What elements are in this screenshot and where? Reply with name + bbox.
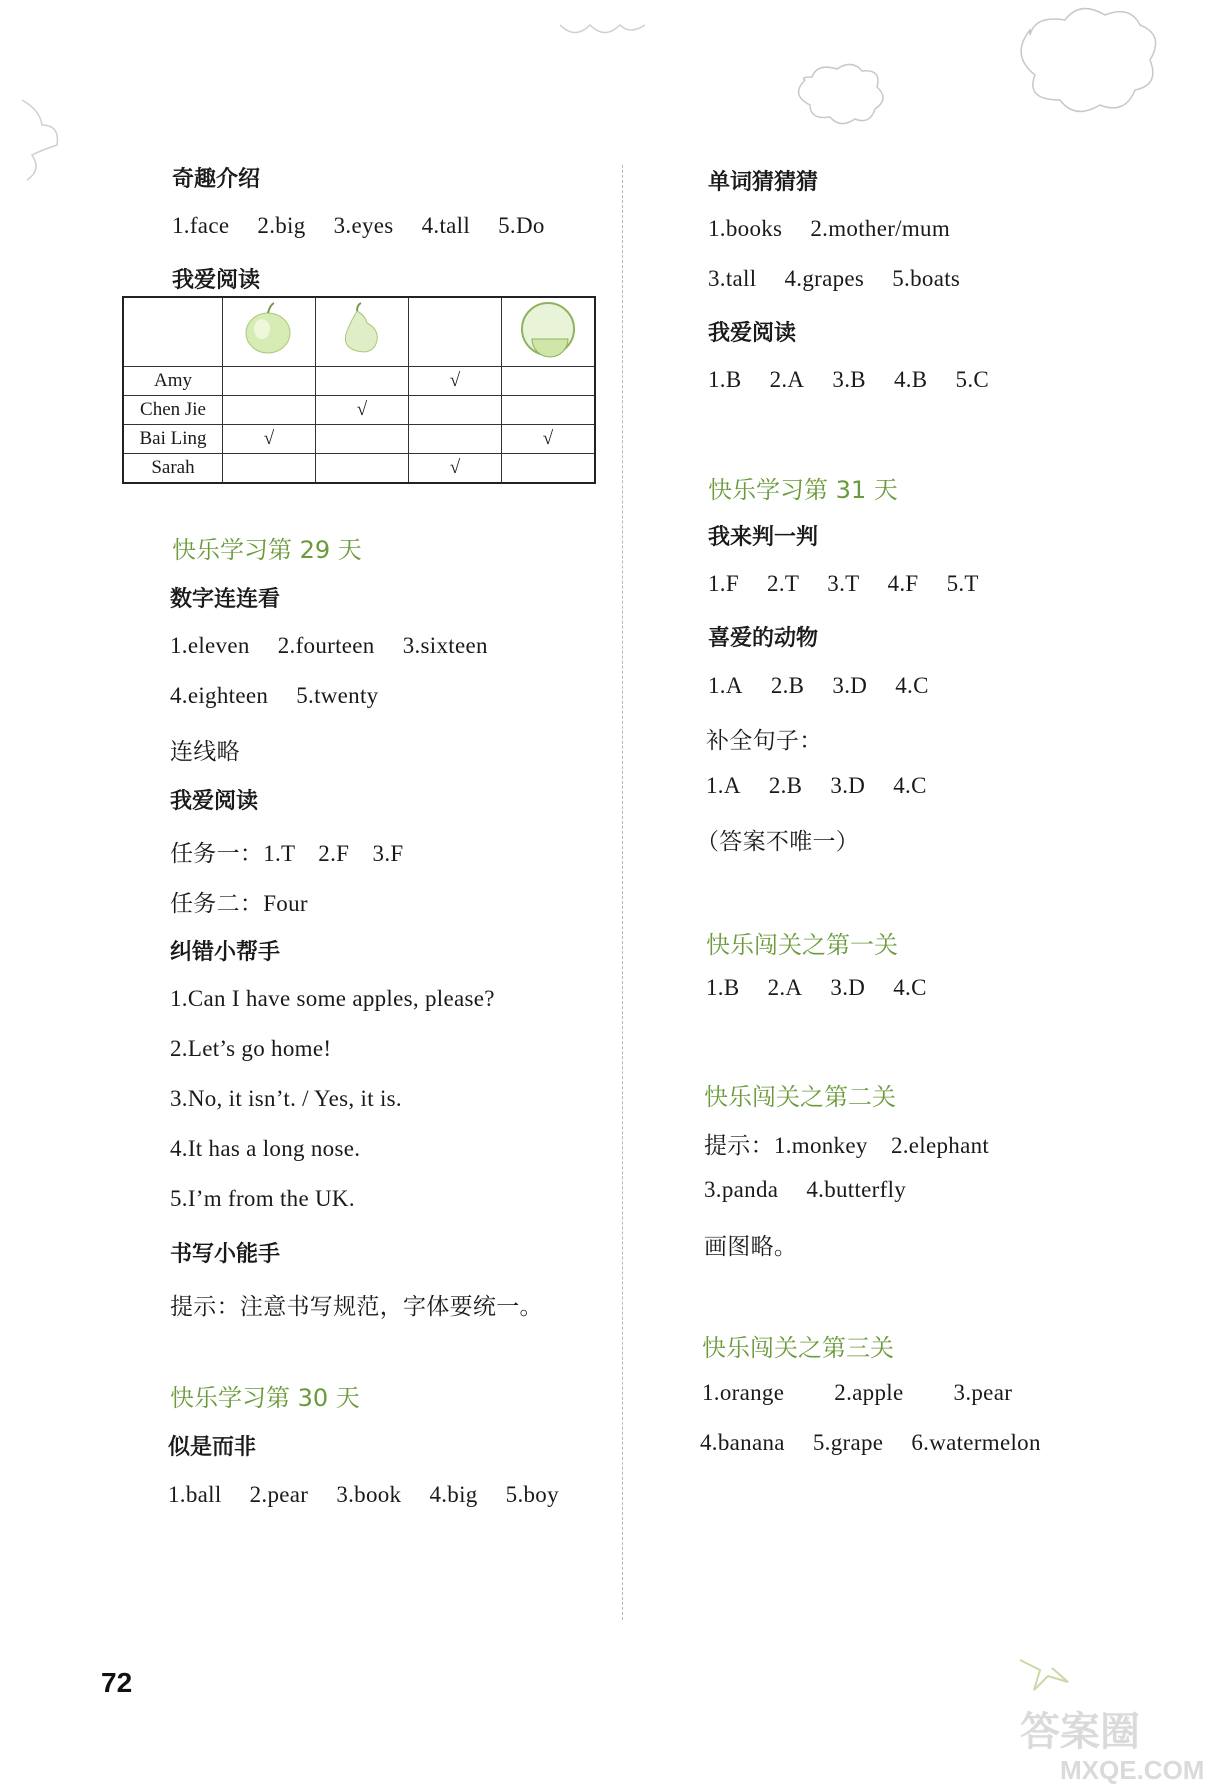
answer-line bbox=[168, 1482, 559, 1508]
answer-line bbox=[170, 683, 378, 709]
table-row: Bai Ling √ √ bbox=[123, 425, 595, 454]
answer: 2.A bbox=[767, 975, 803, 1000]
level-heading: 快乐闯关之第一关 bbox=[706, 931, 898, 959]
watermelon-icon bbox=[502, 297, 596, 367]
tip-text: 提示：注意书写规范，字体要统一。 bbox=[170, 1294, 543, 1319]
answer: 4.big bbox=[429, 1482, 478, 1507]
answer-line: 5.I’m from the UK. bbox=[170, 1186, 355, 1211]
watermark-url: MXQE.COM bbox=[1060, 1755, 1205, 1785]
answer-line bbox=[708, 216, 950, 242]
answer: 3.panda bbox=[704, 1177, 779, 1202]
answer-line bbox=[704, 1177, 906, 1203]
answer: 2.B bbox=[770, 673, 805, 698]
answer-line bbox=[700, 1430, 1041, 1456]
watermark-logo: 答案圈 bbox=[1020, 1709, 1140, 1755]
answer: 3.B bbox=[832, 367, 866, 392]
answer: 4.eighteen bbox=[170, 683, 269, 708]
answer: 4.F bbox=[887, 571, 919, 596]
answer: 5.twenty bbox=[296, 683, 379, 708]
answer-line bbox=[170, 633, 488, 659]
answer-line bbox=[708, 367, 989, 393]
answer: 1.F bbox=[708, 571, 739, 596]
answer: 1.A bbox=[706, 773, 741, 798]
section-title: 数字连连看 bbox=[170, 587, 281, 612]
section-title: 我爱阅读 bbox=[172, 268, 261, 293]
section-title: 我爱阅读 bbox=[170, 789, 259, 814]
answer: 4.C bbox=[893, 975, 927, 1000]
answer: 3.D bbox=[830, 773, 866, 798]
answer: 5.Do bbox=[498, 213, 545, 238]
apple-icon bbox=[223, 297, 316, 367]
answer: 3.T bbox=[827, 571, 860, 596]
section-title: 我来判一判 bbox=[708, 525, 819, 550]
answer-line bbox=[708, 673, 929, 699]
table-row: Chen Jie √ bbox=[123, 396, 595, 425]
answer: 3.book bbox=[336, 1482, 402, 1507]
answer: 4.tall bbox=[421, 213, 471, 238]
answer: 5.boy bbox=[505, 1482, 559, 1507]
answer: 4.banana bbox=[700, 1430, 785, 1455]
table-row: Amy √ bbox=[123, 367, 595, 396]
section-title: 似是而非 bbox=[168, 1435, 257, 1460]
answer-line: 4.It has a long nose. bbox=[170, 1136, 361, 1161]
level-heading: 快乐闯关之第三关 bbox=[702, 1334, 894, 1362]
answer-line bbox=[706, 773, 927, 799]
star-decoration bbox=[1010, 1640, 1090, 1700]
answer-line bbox=[708, 266, 960, 292]
answer: 2.pear bbox=[249, 1482, 309, 1507]
section-title: 纠错小帮手 bbox=[170, 940, 281, 965]
answer: 1.A bbox=[708, 673, 743, 698]
answer-line bbox=[708, 571, 979, 597]
answer: 5.grape bbox=[812, 1430, 884, 1455]
day-heading: 快乐学习第 29 天 bbox=[172, 536, 362, 564]
day-heading: 快乐学习第 30 天 bbox=[170, 1384, 360, 1412]
answer: 5.T bbox=[946, 571, 979, 596]
note-text: 连线略 bbox=[170, 739, 240, 764]
answer: 3.D bbox=[832, 673, 868, 698]
answer-line bbox=[702, 1380, 1012, 1406]
answer: 4.C bbox=[893, 773, 927, 798]
answer: 3.eyes bbox=[333, 213, 394, 238]
answer: 4.butterfly bbox=[806, 1177, 907, 1202]
section-title: 单词猜猜猜 bbox=[708, 170, 819, 195]
section-title: 奇趣介绍 bbox=[172, 167, 261, 192]
level-heading: 快乐闯关之第二关 bbox=[704, 1083, 896, 1111]
answer-line: 1.Can I have some apples, please? bbox=[170, 986, 495, 1011]
section-title: 补全句子： bbox=[706, 728, 823, 753]
note-text: （答案不唯一） bbox=[696, 829, 860, 854]
answer: 3.pear bbox=[953, 1380, 1013, 1405]
section-title: 我爱阅读 bbox=[708, 321, 797, 346]
section-title: 书写小能手 bbox=[170, 1242, 281, 1267]
answer: 5.C bbox=[955, 367, 990, 392]
answer: 5.boats bbox=[892, 266, 961, 291]
note-text: 画图略。 bbox=[704, 1234, 798, 1259]
answer: 1.books bbox=[708, 216, 783, 241]
answer: 3.tall bbox=[708, 266, 757, 291]
answer: 2.A bbox=[769, 367, 805, 392]
answer-line: 任务二：Four bbox=[170, 891, 308, 916]
answer: 1.orange bbox=[702, 1380, 785, 1405]
column-divider bbox=[622, 165, 623, 1620]
answer: 1.eleven bbox=[170, 633, 250, 658]
page-number: 72 bbox=[101, 1667, 133, 1698]
answer-line: 3.No, it isn’t. / Yes, it is. bbox=[170, 1086, 402, 1111]
answer: 2.big bbox=[257, 213, 306, 238]
tip-text: 提示：1.monkey 2.elephant bbox=[704, 1133, 990, 1158]
answer: 3.sixteen bbox=[402, 633, 488, 658]
answer: 3.D bbox=[830, 975, 866, 1000]
answer: 4.C bbox=[895, 673, 929, 698]
reading-table bbox=[122, 296, 596, 484]
table-row: Sarah √ bbox=[123, 454, 595, 484]
answer: 1.ball bbox=[168, 1482, 222, 1507]
answer: 2.fourteen bbox=[277, 633, 375, 658]
answer: 1.B bbox=[708, 367, 742, 392]
answer: 1.B bbox=[706, 975, 740, 1000]
pear-icon bbox=[316, 297, 409, 367]
answer: 2.B bbox=[768, 773, 803, 798]
answer-line bbox=[172, 213, 545, 239]
answer: 4.grapes bbox=[784, 266, 865, 291]
answer: 4.B bbox=[893, 367, 928, 392]
answer-line bbox=[706, 975, 927, 1001]
answer-line: 任务一：1.T 2.F 3.F bbox=[170, 841, 404, 866]
day-heading: 快乐学习第 31 天 bbox=[708, 476, 898, 504]
table-header-row bbox=[123, 297, 595, 367]
answer: 2.apple bbox=[834, 1380, 904, 1405]
section-title: 喜爱的动物 bbox=[708, 626, 819, 651]
answer: 6.watermelon bbox=[911, 1430, 1041, 1455]
answer-line: 2.Let’s go home! bbox=[170, 1036, 332, 1061]
answer: 2.T bbox=[767, 571, 800, 596]
answer: 2.mother/mum bbox=[810, 216, 951, 241]
answer: 1.face bbox=[172, 213, 230, 238]
